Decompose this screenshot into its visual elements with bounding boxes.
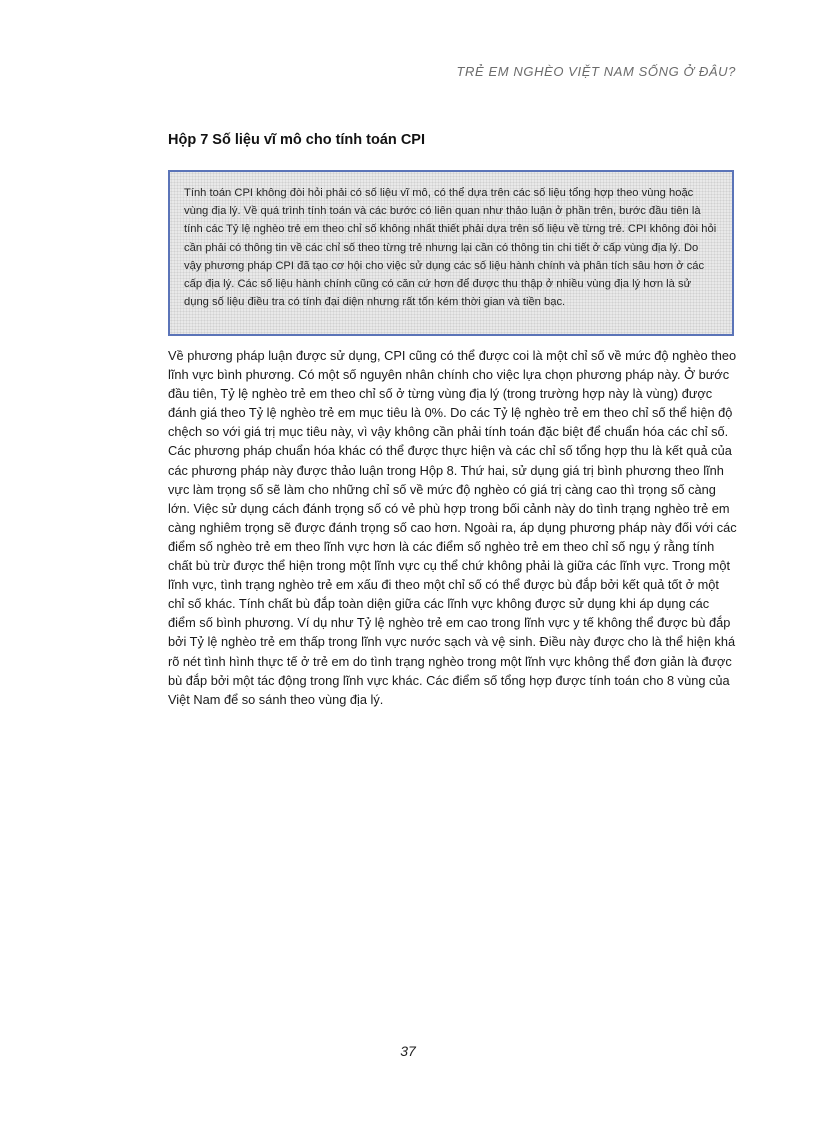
page-number: 37	[400, 1043, 416, 1059]
info-box	[168, 170, 734, 336]
info-box-text: Tính toán CPI không đòi hỏi phải có số liệu vĩ mô, có thể dựa trên các số liệu tổng hợp theo vùng hoặc vùng địa lý. Về quá trình tính toán và các bước có liên quan như thảo luận ở phần trên, bước đầu tiên là tính các Tỷ lệ nghèo trẻ em theo chỉ số không nhất thiết phải dựa trên số liệu về từng trẻ. CPI không đòi hỏi cần phải có thông tin về các chỉ số theo từng trẻ nhưng lại cần có thông tin chi tiết ở cấp vùng địa lý. Do vậy phương pháp CPI đã tạo cơ hội cho việc sử dụng các số liệu hành chính và phân tích sâu hơn ở các cấp địa lý. Các số liệu hành chính cũng có căn cứ hơn để được thu thập ở nhiều vùng địa lý hơn là sử dụng số liệu điều tra có tính đại diện nhưng rất tốn kém thời gian và tiền bạc.	[184, 187, 717, 309]
box-title: Hộp 7 Số liệu vĩ mô cho tính toán CPI	[168, 132, 425, 148]
running-header: TRẺ EM NGHÈO VIỆT NAM SỐNG Ở ĐÂU?	[456, 64, 736, 79]
body-paragraph: Về phương pháp luận được sử dụng, CPI cũng có thể được coi là một chỉ số về mức độ nghèo theo lĩnh vực bình phương. Có một số nguyên nhân chính cho việc lựa chọn phương pháp này. Ở bước đầu tiên, Tỷ lệ nghèo trẻ em theo chỉ số ở từng vùng địa lý (trong trường hợp này là vùng) được đánh giá theo Tỷ lệ nghèo trẻ em mục tiêu là 0%. Do các Tỷ lệ nghèo trẻ em theo chỉ số thể hiện độ chệch so với giá trị mục tiêu này, vì vậy không cần phải tính toán đặc biệt để chuẩn hóa các chỉ số. Các phương pháp chuẩn hóa khác có thể được thực hiện và các chỉ số tổng hợp thu là kết quả của các phương pháp này được thảo luận trong Hộp 8. Thứ hai, sử dụng giá trị bình phương theo lĩnh vực làm trọng số sẽ làm cho những chỉ số về mức độ nghèo có giá trị càng cao thì trọng số càng lớn. Việc sử dụng cách đánh trọng số có vẻ phù hợp trong bối cảnh này do tình trạng nghèo trẻ em càng nghiêm trọng sẽ được đánh trọng số cao hơn. Ngoài ra, áp dụng phương pháp này đối với các điểm số nghèo trẻ em theo lĩnh vực hơn là các điểm số nghèo trẻ em theo chỉ số ngụ ý rằng tính chất bù trừ được thể hiện trong một lĩnh vực cụ thể chứ không phải là giữa các lĩnh vực. Trong một lĩnh vực, tình trạng nghèo trẻ em xấu đi theo một chỉ số có thể được bù đắp bởi kết quả tốt ở một chỉ số khác. Tính chất bù đắp toàn diện giữa các lĩnh vực không được sử dụng khi áp dụng các điểm số bình phương. Ví dụ như Tỷ lệ nghèo trẻ em cao trong lĩnh vực y tế không thể được bù đắp bởi Tỷ lệ nghèo trẻ em thấp trong lĩnh vực nước sạch và vệ sinh. Điều này được cho là thể hiện khá rõ nét tình hình thực tế ở trẻ em do tình trạng nghèo trong một lĩnh vực không thể đơn giản là được bù đắp bởi một tác động trong lĩnh vực khác. Các điểm số tổng hợp được tính toán cho 8 vùng của Việt Nam để so sánh theo vùng địa lý.	[168, 348, 737, 707]
